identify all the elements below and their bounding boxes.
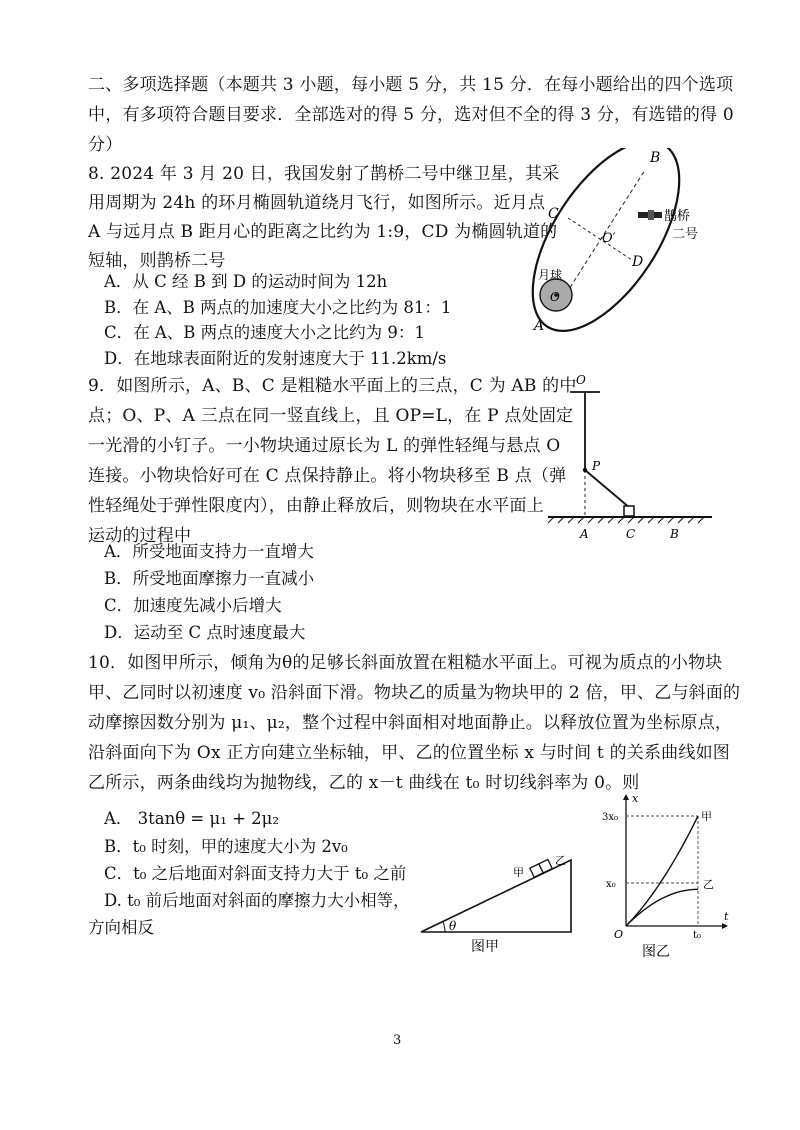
q8-stem-line-4: 短轴，则鹊桥二号: [88, 251, 226, 271]
q10-option-d-cont: 方向相反: [88, 918, 154, 937]
q8-label-c: C: [548, 206, 559, 222]
graph-tick-t0: t₀: [693, 930, 702, 941]
q10-figure-yi: [600, 790, 735, 962]
block: [624, 506, 634, 516]
q8-option-c: C．在 A、B 两点的速度大小之比约为 9：1: [104, 323, 425, 342]
q8-stem-line-1: 8. 2024 年 3 月 20 日，我国发射了鹊桥二号中继卫星，其采: [88, 164, 560, 184]
q8-option-a: A．从 C 经 B 到 D 的运动时间为 12h: [104, 272, 388, 291]
section-header-line-1: 二、多项选择题（本题共 3 小题，每小题 5 分，共 15 分．在每小题给出的四个选项: [88, 75, 734, 95]
q8-option-b: B．在 A、B 两点的加速度大小之比约为 81：1: [104, 298, 452, 317]
q8-label-o-prime: O′: [602, 231, 616, 246]
q8-label-moon: 月球: [538, 268, 563, 282]
q9-option-c: C．加速度先减小后增大: [104, 596, 282, 615]
q9-label-o: O: [576, 373, 586, 387]
q8-orbit-figure: [520, 148, 720, 338]
q8-label-a: A: [534, 318, 545, 334]
q9-option-b: B．所受地面摩擦力一直减小: [104, 569, 315, 588]
section-header-line-2: 中，有多项符合题目要求．全部选对的得 5 分，选对但不全的得 3 分，有选错的得 0: [88, 105, 734, 125]
q8-stem-line-2: 用周期为 24h 的环月椭圆轨道绕月飞行，如图所示。近月点: [88, 193, 546, 213]
rope-slanted: [585, 470, 630, 508]
q9-stem-line-3: 一光滑的小钉子。一小物块通过原长为 L 的弹性轻绳与悬点 O: [88, 436, 561, 456]
q8-label-b: B: [650, 150, 661, 166]
section-header-line-3: 分）: [88, 135, 123, 155]
q9-option-a: A．所受地面支持力一直增大: [104, 542, 314, 561]
q9-stem-line-6: 运动的过程中: [88, 526, 192, 546]
curve-yi: [626, 889, 698, 926]
incline-label-jia: 甲: [513, 866, 524, 879]
q10-figure-jia: [415, 850, 590, 960]
q10-option-a: A． 3tanθ = μ₁ + 2μ₂: [104, 809, 279, 828]
q9-stem-line-4: 连接。小物块恰好可在 C 点保持静止。将小物块移至 B 点（弹: [88, 466, 567, 486]
q10-option-b: B．t₀ 时刻，甲的速度大小为 2v₀: [104, 837, 348, 856]
curve-label-jia: 甲: [701, 810, 712, 823]
q10-stem-line-5: 乙所示，两条曲线均为抛物线，乙的 x－t 曲线在 t₀ 时切线斜率为 0。则: [88, 773, 640, 793]
q8-label-o: O: [550, 290, 560, 304]
q8-stem-line-3: A 与远月点 B 距月心的距离之比约为 1:9，CD 为椭圆轨道的: [88, 222, 558, 242]
q9-stem-line-5: 性轻绳处于弹性限度内），由静止释放后，则物块在水平面上: [88, 496, 544, 516]
satellite-icon: [638, 210, 662, 220]
q8-label-d: D: [632, 254, 644, 270]
q10-option-c: C．t₀ 之后地面对斜面支持力大于 t₀ 之前: [104, 864, 407, 883]
graph-axis-t: t: [724, 910, 729, 923]
q8-label-sat-1: 鹊桥: [664, 209, 691, 224]
q9-option-d: D．运动至 C 点时速度最大: [104, 623, 306, 642]
q10-stem-line-4: 沿斜面向下为 Ox 正方向建立坐标轴，甲、乙的位置坐标 x 与时间 t 的关系曲线如图: [88, 743, 730, 763]
q10-stem-line-3: 动摩擦因数分别为 μ₁、μ₂，整个过程中斜面相对地面静止。以释放位置为坐标原点，: [88, 713, 733, 733]
orbit-minor-axis: [568, 218, 632, 260]
q9-label-p: P: [592, 459, 601, 473]
q9-stem-line-2: 点；O、P、A 三点在同一竖直线上，且 OP=L，在 P 点处固定: [88, 406, 574, 426]
q9-label-c: C: [626, 527, 636, 541]
graph-origin: O: [614, 928, 624, 941]
graph-tick-x0: x₀: [606, 879, 616, 890]
incline-label-yi: 乙: [555, 854, 566, 867]
q8-option-d: D．在地球表面附近的发射速度大于 11.2km/s: [104, 349, 447, 368]
q9-stem-line-1: 9．如图所示，A、B、C 是粗糙水平面上的三点，C 为 AB 的中: [88, 376, 577, 396]
q10-stem-line-2: 甲、乙同时以初速度 v₀ 沿斜面下滑。物块乙的质量为物块甲的 2 倍，甲、乙与斜面的: [88, 683, 741, 703]
curve-jia: [626, 816, 698, 926]
q9-label-b: B: [670, 527, 679, 541]
q8-label-sat-2: 二号: [672, 227, 699, 242]
page-number: 3: [393, 1033, 402, 1048]
curve-label-yi: 乙: [703, 878, 714, 891]
graph-axis-x: x: [632, 792, 639, 805]
q10-option-d: D. t₀ 前后地面对斜面的摩擦力大小相等，: [104, 891, 410, 910]
q9-label-a: A: [580, 527, 589, 541]
q9-figure: [540, 370, 720, 545]
graph-tick-3x0: 3x₀: [602, 812, 619, 823]
incline-theta: θ: [449, 919, 457, 933]
caption-yi: 图乙: [642, 944, 670, 960]
q10-stem-line-1: 10．如图甲所示，倾角为θ的足够长斜面放置在粗糙水平面上。可视为质点的小物块: [88, 653, 723, 673]
caption-jia: 图甲: [471, 939, 499, 955]
